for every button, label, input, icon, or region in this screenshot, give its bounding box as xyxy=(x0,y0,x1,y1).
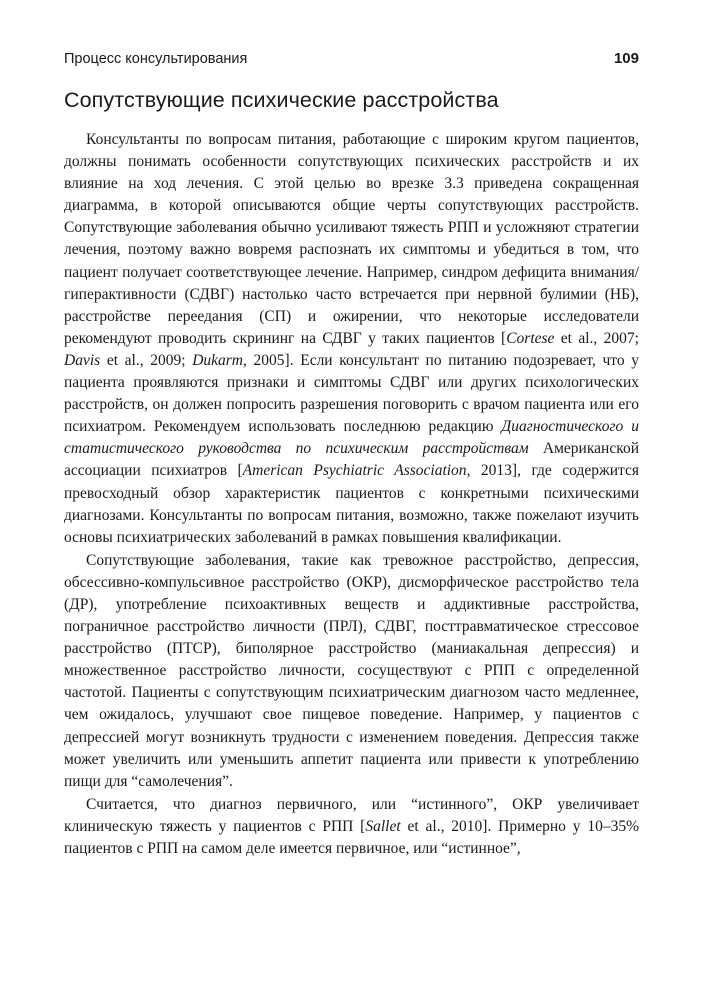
text-run: Сопутствующие заболевания, такие как тревожное расстройство, депрессия, обсессивно-компульсивное расстройство (ОКР), дисморфическое расстройство тела (ДР), употребление психоактивных веществ и аддиктивные расстройства, пограничное расстройство личности (ПРЛ), СДВГ, посттравматическое стрессовое расстройство (ПТСР), биполярное расстройство (маниакальная депрессия) и множественное расстройство личности, сосуществуют с РПП с определенной частотой. Пациенты с сопутствующим психиатрическим диагнозом часто медленнее, чем ожидалось, улучшают свое пищевое поведение. Например, у пациентов с депрессией могут возникнуть трудности с изменением поведения. Депрессия также может увеличить или уменьшить аппетит пациента или привести к употреблению пищи для “самолечения”. xyxy=(64,551,639,790)
italic-text: Sallet xyxy=(365,817,401,835)
text-run: Американской ассоциации психиатров [ xyxy=(64,440,639,480)
italic-text: Cortese xyxy=(506,329,555,347)
running-head xyxy=(64,50,639,72)
text-run: et al., 2010]. Примерно у 10–35% пациентов с РПП на самом деле имеется первичное, или “истинное”, xyxy=(64,817,639,857)
section-title: Сопутствующие психические расстройства xyxy=(64,88,499,112)
italic-text: Диагностического и статистического руководства по психическим расстройствам xyxy=(64,418,639,458)
italic-text: Dukarm xyxy=(192,351,244,369)
running-title: Процесс консультирования xyxy=(64,51,248,67)
text-run: et al., 2009; xyxy=(100,351,193,369)
body-text xyxy=(64,129,639,860)
italic-text: American Psychiatric Association xyxy=(242,462,467,480)
text-run: Консультанты по вопросам питания, работающие с широким кругом пациентов, должны понимать особенности сопутствующих психических расстройств и их влияние на ход лечения. С этой целью во врезке 3.3 приведена сокращенная диаграмма, в которой описываются общие черты сопутствующих расстройств. Сопутствующие заболевания обычно усиливают тяжесть РПП и усложняют стратегии лечения, поэтому важно вовремя распознать их симптомы и убедиться в том, что пациент получает соответствующее лечение. Например, синдром дефицита внимания/гиперактивности (СДВГ) настолько часто встречается при нервной булимии (НБ), расстройстве переедания (СП) и ожирении, что некоторые исследователи рекомендуют проводить скрининг на СДВГ у таких пациентов [ xyxy=(64,131,639,347)
italic-text: Davis xyxy=(64,351,101,369)
paragraph xyxy=(64,794,639,860)
text-run: , 2005]. Если консультант по питанию подозревает, что у пациента проявляются признаки и симптомы СДВГ или других психологических расстройств, он должен попросить разрешения поговорить с врачом пациента или его психиатром. Рекомендуем использовать последнюю редакцию xyxy=(64,351,639,436)
text-run: , 2013], где содержится превосходный обзор характеристик пациентов с конкретными психическими диагнозами. Консультанты по вопросам питания, возможно, также пожелают изучить основы психиатрических заболеваний в рамках повышения квалификации. xyxy=(64,462,639,546)
paragraph xyxy=(64,129,639,549)
text-run: et al., 2007; xyxy=(554,329,639,347)
paragraph xyxy=(64,550,639,793)
book-page xyxy=(64,50,639,860)
page-number: 109 xyxy=(613,50,639,67)
text-run: Считается, что диагноз первичного, или “истинного”, ОКР увеличивает клиническую тяжесть у пациентов с РПП [ xyxy=(64,795,639,835)
